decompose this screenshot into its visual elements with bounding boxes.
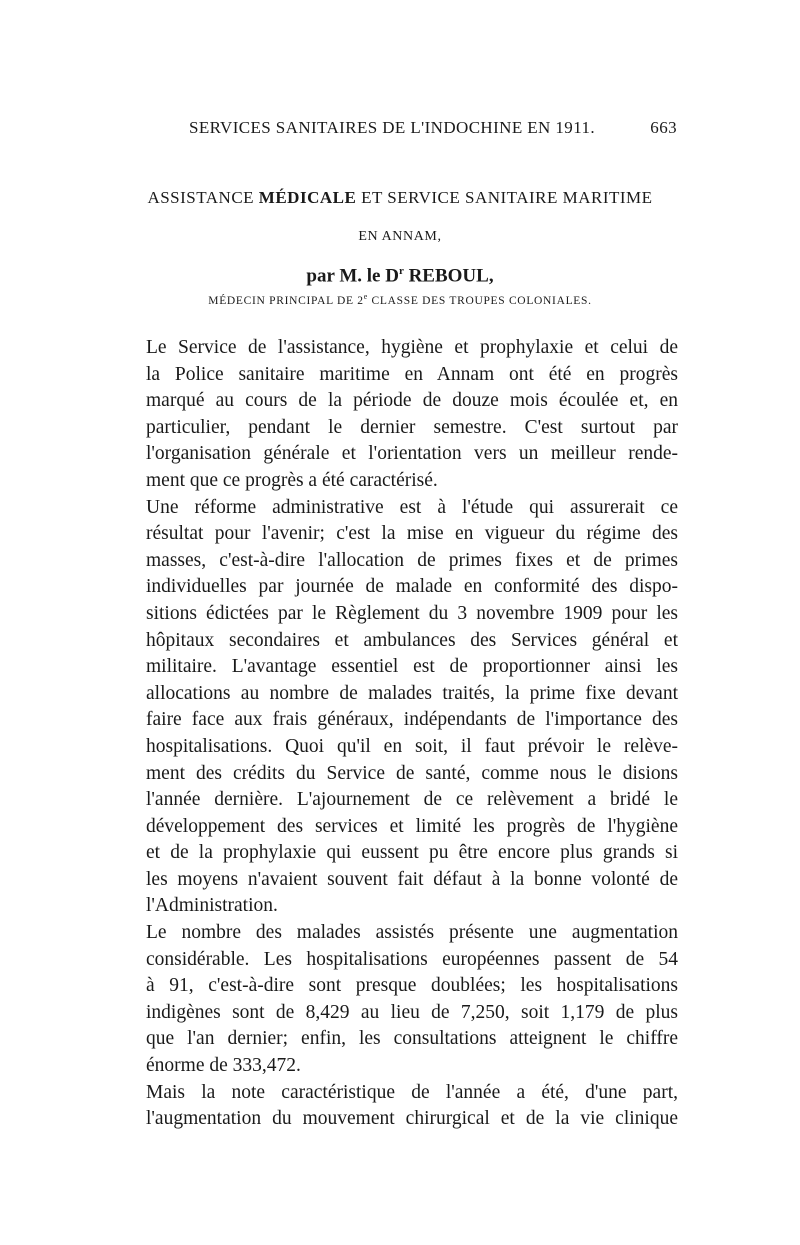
text-line: marqué au cours de la période de douze mois écoulée et, en <box>146 390 678 412</box>
text-line: ment que ce progrès a été caractérisé. <box>146 469 438 491</box>
text-line: les moyens n'avaient souvent fait défaut à la bonne volonté de <box>146 868 678 890</box>
text-line: énorme de 333,472. <box>146 1055 301 1077</box>
article-title <box>120 188 680 208</box>
text-line: l'Administration. <box>146 895 278 917</box>
article-title-part2: ET SERVICE SANITAIRE MARITIME <box>356 188 653 207</box>
article-title-part1: ASSISTANCE <box>147 188 259 207</box>
text-line: l'augmentation du mouvement chirurgical et de la vie clinique <box>146 1108 678 1130</box>
text-line: Le Service de l'assistance, hygiène et prophylaxie et celui de <box>146 337 678 358</box>
page-number: 663 <box>650 118 677 137</box>
affiliation-prefix: MÉDECIN PRINCIPAL DE 2 <box>208 294 364 307</box>
text-line: hôpitaux secondaires et ambulances des Services général et <box>146 629 678 651</box>
running-head <box>147 118 677 142</box>
text-line: résultat pour l'avenir; c'est la mise en vigueur du régime des <box>146 523 678 545</box>
author-sup: r <box>398 265 404 277</box>
affiliation-sup: e <box>363 292 368 301</box>
text-line: Une réforme administrative est à l'étude qui assurerait ce <box>146 496 678 518</box>
text-line: la Police sanitaire maritime en Annam ont été en progrès <box>146 363 678 385</box>
text-line: considérable. Les hospitalisations européennes passent de 54 <box>146 948 678 970</box>
text-line: allocations au nombre de malades traités, la prime fixe devant <box>146 682 678 704</box>
text-line: indigènes sont de 8,429 au lieu de 7,250, soit 1,179 de plus <box>146 1001 678 1023</box>
text-line: ment des crédits du Service de santé, comme nous le disions <box>146 762 678 784</box>
text-line: militaire. L'avantage essentiel est de proportionner ainsi les <box>146 656 678 678</box>
running-head-title: SERVICES SANITAIRES DE L'INDOCHINE EN 1911. <box>189 118 596 137</box>
author-affiliation <box>120 292 680 307</box>
text-line: développement des services et limité les progrès de l'hygiène <box>146 815 678 837</box>
text-line: l'organisation générale et l'orientation vers un meilleur rende- <box>146 443 678 465</box>
text-line: et de la prophylaxie qui eussent pu être encore plus grands si <box>146 842 678 864</box>
author-line <box>120 265 680 287</box>
body-text <box>146 335 678 1133</box>
text-line: sitions édictées par le Règlement du 3 novembre 1909 pour les <box>146 602 678 624</box>
text-line: individuelles par journée de malade en conformité des dispo- <box>146 576 678 598</box>
affiliation-suffix: CLASSE DES TROUPES COLONIALES. <box>367 294 592 307</box>
text-line: à 91, c'est-à-dire sont presque doublées; les hospitalisations <box>146 975 678 997</box>
article-subtitle: EN ANNAM, <box>358 229 442 244</box>
author-prefix: par M. le D <box>306 265 399 287</box>
text-line: masses, c'est-à-dire l'allocation de primes fixes et de primes <box>146 549 678 571</box>
article-title-bold: MÉDICALE <box>258 188 357 207</box>
text-line: faire face aux frais généraux, indépendants de l'importance des <box>146 709 678 731</box>
text-line: l'année dernière. L'ajournement de ce relèvement a bridé le <box>146 789 678 811</box>
author-name: REBOUL, <box>403 265 494 287</box>
text-line: particulier, pendant le dernier semestre. C'est surtout par <box>146 416 678 438</box>
text-line: que l'an dernier; enfin, les consultations atteignent le chiffre <box>146 1028 678 1050</box>
text-line: Mais la note caractéristique de l'année a été, d'une part, <box>146 1081 678 1103</box>
text-line: Le nombre des malades assistés présente une augmentation <box>146 922 678 944</box>
text-line: hospitalisations. Quoi qu'il en soit, il faut prévoir le relève- <box>146 735 678 757</box>
